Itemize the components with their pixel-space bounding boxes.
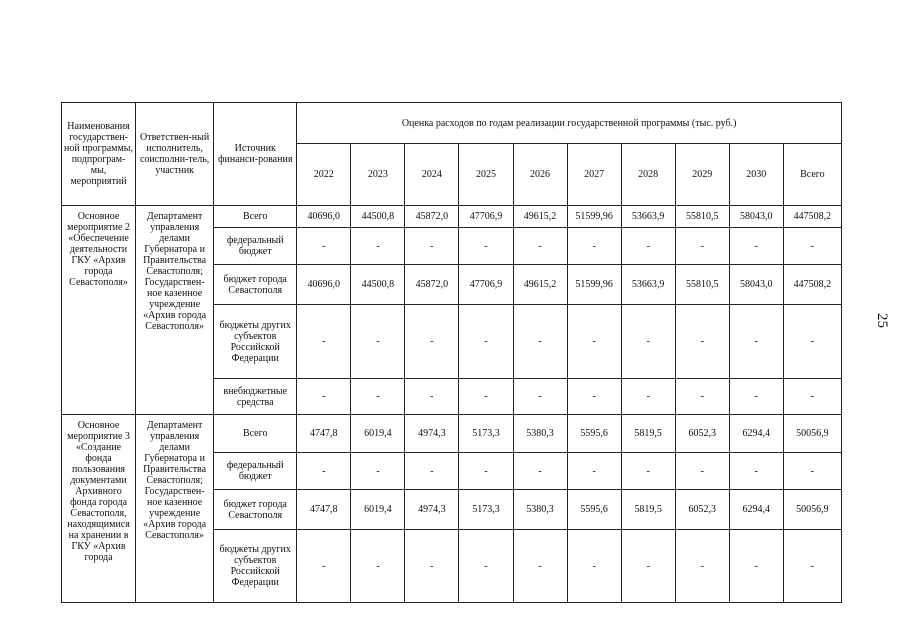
value-cell: - xyxy=(675,305,729,379)
value-cell: 53663,9 xyxy=(621,206,675,228)
source-cell: бюджет города Севастополя xyxy=(214,490,297,530)
value-cell: 45872,0 xyxy=(405,206,459,228)
value-cell: - xyxy=(675,453,729,490)
value-cell: 6052,3 xyxy=(675,490,729,530)
value-cell: 6019,4 xyxy=(351,415,405,453)
value-cell: - xyxy=(513,453,567,490)
value-cell: - xyxy=(351,379,405,415)
value-cell: 45872,0 xyxy=(405,265,459,305)
value-cell: - xyxy=(729,530,783,603)
value-cell: 5819,5 xyxy=(621,490,675,530)
source-cell: бюджеты других субъектов Российской Федерации xyxy=(214,530,297,603)
value-cell: - xyxy=(405,379,459,415)
value-cell: 4747,8 xyxy=(297,490,351,530)
value-cell: 51599,96 xyxy=(567,206,621,228)
value-cell: - xyxy=(783,379,841,415)
value-cell: 447508,2 xyxy=(783,206,841,228)
program-cell: Основное мероприятие 2 «Обеспечение деятельности ГКУ «Архив города Севастополя» xyxy=(62,206,136,415)
value-cell: - xyxy=(567,530,621,603)
value-cell: 5380,3 xyxy=(513,415,567,453)
value-cell: 4747,8 xyxy=(297,415,351,453)
value-cell: - xyxy=(513,379,567,415)
value-cell: 5819,5 xyxy=(621,415,675,453)
value-cell: 40696,0 xyxy=(297,265,351,305)
value-cell: - xyxy=(459,530,513,603)
header-year: 2026 xyxy=(513,144,567,206)
source-cell: федеральный бюджет xyxy=(214,228,297,265)
value-cell: - xyxy=(459,453,513,490)
value-cell: - xyxy=(351,305,405,379)
value-cell: - xyxy=(405,305,459,379)
value-cell: - xyxy=(405,453,459,490)
value-cell: - xyxy=(297,379,351,415)
value-cell: 6294,4 xyxy=(729,490,783,530)
header-program: Наименования государствен-ной программы, подпрограм-мы, мероприятий xyxy=(62,103,136,206)
value-cell: - xyxy=(621,530,675,603)
value-cell: 47706,9 xyxy=(459,206,513,228)
value-cell: 53663,9 xyxy=(621,265,675,305)
value-cell: - xyxy=(459,228,513,265)
value-cell: 49615,2 xyxy=(513,206,567,228)
value-cell: - xyxy=(567,379,621,415)
value-cell: - xyxy=(405,228,459,265)
value-cell: 55810,5 xyxy=(675,206,729,228)
value-cell: - xyxy=(621,453,675,490)
value-cell: - xyxy=(405,530,459,603)
source-cell: федеральный бюджет xyxy=(214,453,297,490)
header-year: 2023 xyxy=(351,144,405,206)
value-cell: 51599,96 xyxy=(567,265,621,305)
value-cell: 50056,9 xyxy=(783,415,841,453)
table-row xyxy=(62,415,842,453)
source-cell: Всего xyxy=(214,206,297,228)
value-cell: - xyxy=(297,453,351,490)
program-cell: Основное мероприятие 3 «Создание фонда пользования документами Архивного фонда города Севастополя, находящимися на хранении в ГКУ «Архив города xyxy=(62,415,136,603)
value-cell: - xyxy=(675,530,729,603)
value-cell: 58043,0 xyxy=(729,265,783,305)
page-number: 25 xyxy=(874,313,890,328)
value-cell: 4974,3 xyxy=(405,415,459,453)
value-cell: 5173,3 xyxy=(459,415,513,453)
value-cell: - xyxy=(513,530,567,603)
value-cell: 5595,6 xyxy=(567,490,621,530)
source-cell: бюджет города Севастополя xyxy=(214,265,297,305)
value-cell: - xyxy=(513,305,567,379)
value-cell: - xyxy=(729,379,783,415)
header-year: 2027 xyxy=(567,144,621,206)
value-cell: 4974,3 xyxy=(405,490,459,530)
table-body xyxy=(62,206,842,603)
value-cell: - xyxy=(783,305,841,379)
value-cell: - xyxy=(783,228,841,265)
value-cell: 58043,0 xyxy=(729,206,783,228)
value-cell: - xyxy=(351,453,405,490)
value-cell: - xyxy=(297,228,351,265)
value-cell: - xyxy=(567,453,621,490)
executor-cell: Департамент управления делами Губернатора и Правительства Севастополя; Государствен-ное казенное учреждение «Архив города Севастополя» xyxy=(136,206,214,415)
value-cell: 5595,6 xyxy=(567,415,621,453)
value-cell: - xyxy=(297,305,351,379)
header-year: 2024 xyxy=(405,144,459,206)
value-cell: - xyxy=(297,530,351,603)
value-cell: - xyxy=(621,379,675,415)
value-cell: 49615,2 xyxy=(513,265,567,305)
header-year: 2030 xyxy=(729,144,783,206)
value-cell: - xyxy=(729,305,783,379)
source-cell: бюджеты других субъектов Российской Федерации xyxy=(214,305,297,379)
value-cell: 55810,5 xyxy=(675,265,729,305)
header-estimate: Оценка расходов по годам реализации государственной программы (тыс. руб.) xyxy=(297,103,842,144)
value-cell: - xyxy=(621,305,675,379)
executor-cell: Департамент управления делами Губернатора и Правительства Севастополя; Государствен-ное казенное учреждение «Архив города Севастополя» xyxy=(136,415,214,603)
value-cell: - xyxy=(621,228,675,265)
table-header xyxy=(62,103,842,206)
value-cell: - xyxy=(729,453,783,490)
header-year: 2025 xyxy=(459,144,513,206)
value-cell: 447508,2 xyxy=(783,265,841,305)
value-cell: 6052,3 xyxy=(675,415,729,453)
value-cell: - xyxy=(675,379,729,415)
value-cell: - xyxy=(351,228,405,265)
value-cell: - xyxy=(675,228,729,265)
value-cell: 5173,3 xyxy=(459,490,513,530)
value-cell: - xyxy=(351,530,405,603)
header-year: 2022 xyxy=(297,144,351,206)
value-cell: - xyxy=(783,530,841,603)
value-cell: - xyxy=(729,228,783,265)
value-cell: 47706,9 xyxy=(459,265,513,305)
value-cell: - xyxy=(567,228,621,265)
value-cell: 40696,0 xyxy=(297,206,351,228)
value-cell: 44500,8 xyxy=(351,206,405,228)
value-cell: - xyxy=(459,379,513,415)
value-cell: 6019,4 xyxy=(351,490,405,530)
table-row xyxy=(62,206,842,228)
source-cell: внебюджетные средства xyxy=(214,379,297,415)
value-cell: - xyxy=(513,228,567,265)
value-cell: - xyxy=(459,305,513,379)
header-executor: Ответствен-ный исполнитель, соисполни-тель, участник xyxy=(136,103,214,206)
expenditure-table xyxy=(61,102,842,603)
value-cell: 44500,8 xyxy=(351,265,405,305)
source-cell: Всего xyxy=(214,415,297,453)
value-cell: 5380,3 xyxy=(513,490,567,530)
value-cell: - xyxy=(567,305,621,379)
header-year: 2029 xyxy=(675,144,729,206)
value-cell: 6294,4 xyxy=(729,415,783,453)
header-source: Источник финанси-рования xyxy=(214,103,297,206)
value-cell: 50056,9 xyxy=(783,490,841,530)
header-year: Всего xyxy=(783,144,841,206)
header-year: 2028 xyxy=(621,144,675,206)
value-cell: - xyxy=(783,453,841,490)
